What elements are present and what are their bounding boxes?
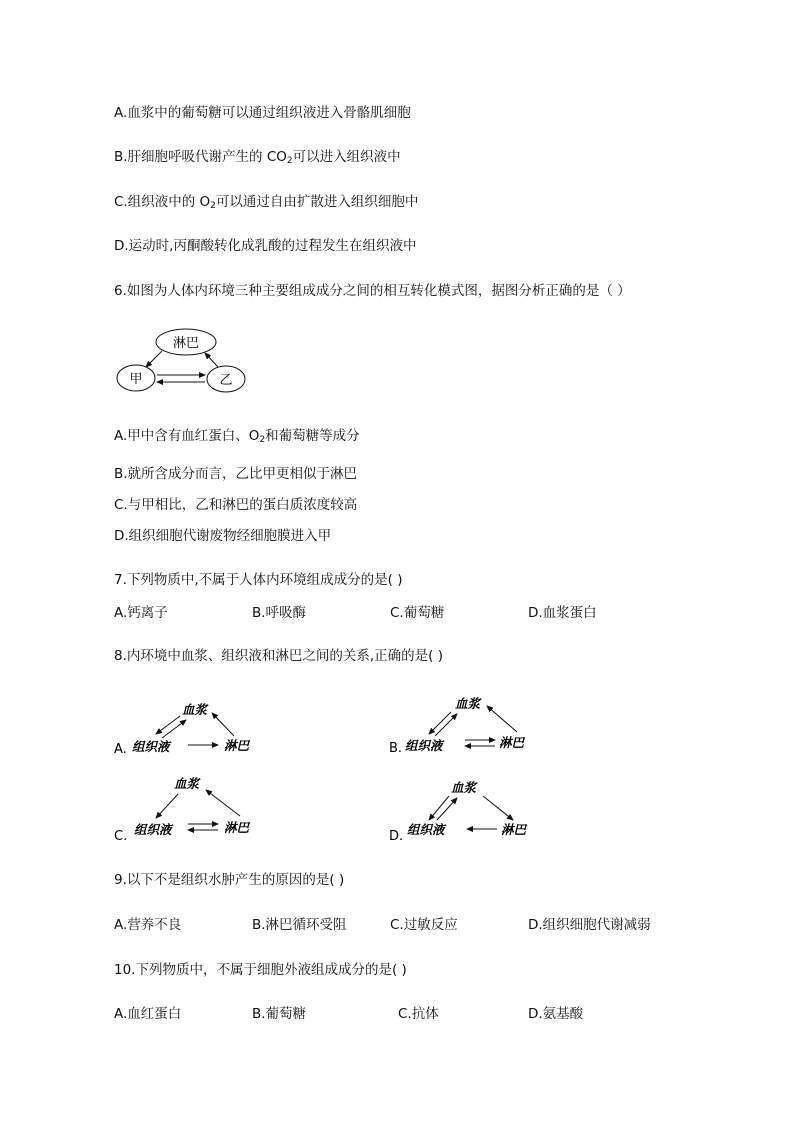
q8d-arrow-plasma-to-tissue (429, 796, 449, 820)
q8d-arrow-tissue-to-plasma (437, 798, 457, 820)
q9-option-a: A.营养不良 (114, 917, 182, 933)
q8d-tissue: 组织液 (407, 822, 445, 837)
q8b-tissue: 组织液 (405, 738, 443, 753)
q9-stem: 9.以下不是组织水肿产生的原因的是( ) (114, 872, 345, 888)
q5-option-c-post: 可以通过自由扩散进入组织细胞中 (215, 194, 419, 210)
q7-option-c: C.葡萄糖 (390, 605, 445, 621)
q8-diagram-a (112, 700, 272, 760)
q6-option-d: D.组织细胞代谢废物经细胞膜进入甲 (114, 528, 332, 544)
q7-option-a: A.钙离子 (114, 605, 168, 621)
q8b-lymph: 淋巴 (499, 735, 525, 750)
q6-stem: 6.如图为人体内环境三种主要组成成分之间的相互转化模式图，据图分析正确的是（ ） (114, 283, 631, 299)
q9-option-b: B.淋巴循环受阻 (252, 917, 347, 933)
q8d-arrow-plasma-to-lymph (483, 796, 513, 820)
q5-option-b-pre: B.肝细胞呼吸代谢产生的 CO (114, 149, 287, 165)
q7-stem: 7.下列物质中,不属于人体内环境组成成分的是( ) (114, 572, 403, 588)
q8d-lymph: 淋巴 (501, 822, 527, 837)
q7-option-d: D.血浆蛋白 (528, 605, 597, 621)
q10-option-d: D.氨基酸 (528, 1006, 584, 1022)
q8a-arrow-plasma-to-tissue (156, 716, 180, 734)
q6-label-lymph: 淋巴 (172, 336, 200, 351)
q8c-arrow-lymph-to-plasma (206, 790, 240, 816)
q10-option-b: B.葡萄糖 (252, 1006, 307, 1022)
q8-diagram-b (387, 692, 547, 756)
q8c-arrow-plasma-to-tissue (156, 794, 178, 818)
q8-diagram-c (112, 770, 272, 842)
q8d-letter: D. (389, 829, 404, 844)
q6-option-c: C.与甲相比，乙和淋巴的蛋白质浓度较高 (114, 497, 358, 513)
q8b-plasma: 血浆 (455, 696, 481, 711)
q8c-tissue: 组织液 (134, 822, 172, 837)
q8b-letter: B. (389, 741, 403, 756)
q8c-plasma: 血浆 (174, 776, 200, 791)
q6-option-a-post: 和葡萄糖等成分 (265, 428, 360, 444)
q8c-lymph: 淋巴 (224, 820, 250, 835)
q8a-tissue: 组织液 (132, 739, 170, 754)
q5-option-c-sub: 2 (210, 201, 216, 211)
q5-option-c (114, 193, 418, 215)
q8d-plasma: 血浆 (451, 780, 477, 795)
q5-option-b-post: 可以进入组织液中 (292, 149, 401, 165)
q5-option-c-pre: C.组织液中的 O (114, 194, 211, 210)
q6-arrow-yi-to-lymph (205, 353, 218, 367)
q8-diagram-d (387, 772, 547, 842)
q10-stem: 10.下列物质中，不属于细胞外液组成成分的是( ) (114, 962, 407, 978)
q6-option-a-sub: 2 (259, 435, 266, 445)
q5-option-a: A.血浆中的葡萄糖可以通过组织液进入骨骼肌细胞 (114, 105, 411, 121)
q9-option-c: C.过敏反应 (390, 917, 458, 933)
q8a-arrow-lymph-to-plasma (212, 713, 234, 736)
q8a-plasma: 血浆 (182, 702, 208, 717)
q8a-letter: A. (114, 742, 127, 757)
q8a-lymph: 淋巴 (224, 738, 250, 753)
q6-option-a (114, 427, 360, 449)
q6-diagram (110, 325, 260, 397)
q6-option-a-pre: A.甲中含有血红蛋白、O (114, 428, 260, 444)
q9-option-d: D.组织细胞代谢减弱 (528, 917, 651, 933)
q6-arrow-lymph-to-jia (146, 351, 162, 367)
q5-option-b (114, 148, 401, 170)
q5-option-b-sub: 2 (286, 156, 293, 166)
q5-option-d: D.运动时,丙酮酸转化成乳酸的过程发生在组织液中 (114, 238, 417, 254)
q10-option-a: A.血红蛋白 (114, 1006, 182, 1022)
q8b-arrow-lymph-to-plasma (487, 706, 517, 732)
q6-label-yi: 乙 (219, 373, 233, 388)
q8-stem: 8.内环境中血浆、组织液和淋巴之间的关系,正确的是( ) (114, 648, 443, 664)
q6-option-b: B.就所含成分而言，乙比甲更相似于淋巴 (114, 466, 358, 482)
q8a-arrow-tissue-to-plasma (162, 720, 186, 738)
q6-label-jia: 甲 (129, 372, 143, 387)
q7-option-b: B.呼吸酶 (252, 605, 307, 621)
q10-option-c: C.抗体 (398, 1006, 439, 1022)
q8c-letter: C. (114, 829, 128, 844)
